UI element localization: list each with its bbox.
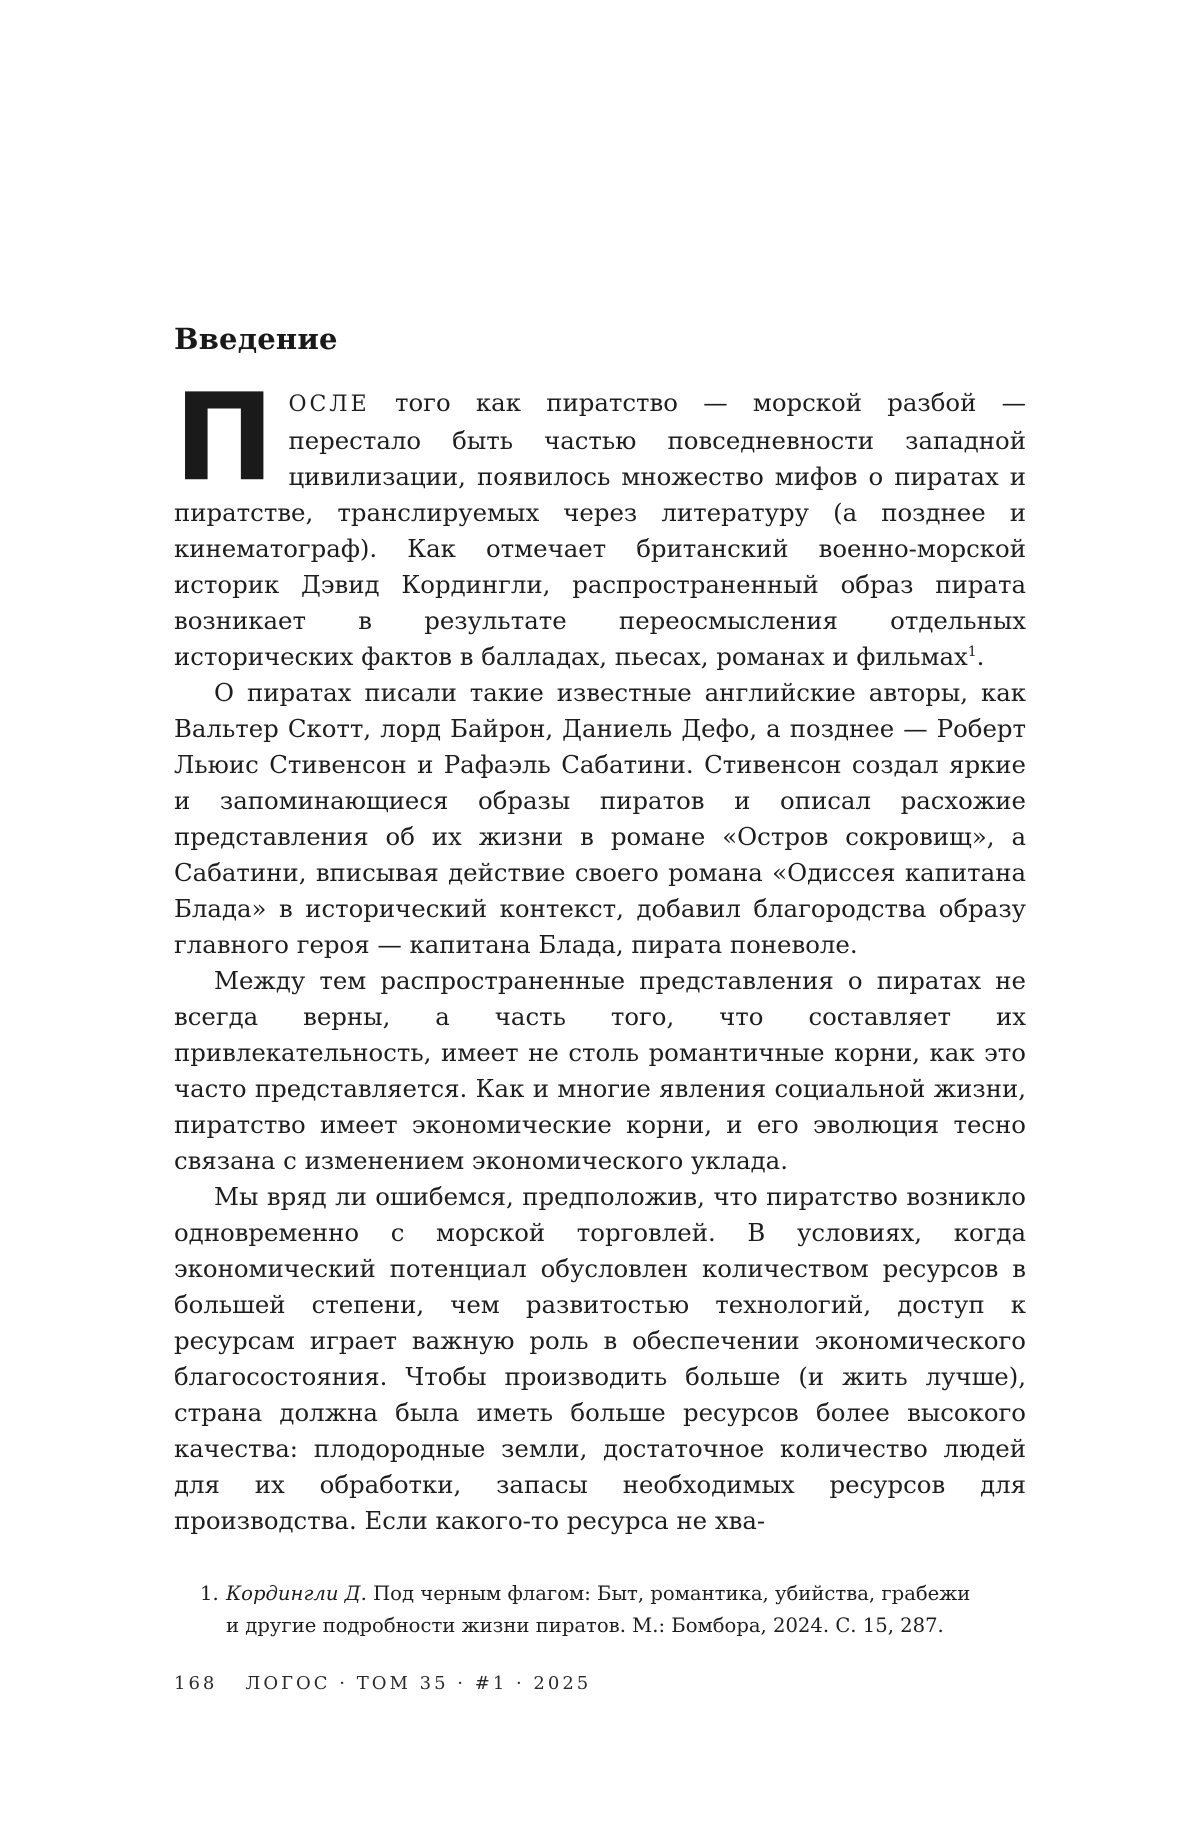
drop-cap: П bbox=[174, 369, 275, 508]
footnote-line-2: и другие подробности жизни пиратов. М.: Бомбора, 2024. С. 15, 287. bbox=[226, 1614, 944, 1637]
paragraph-3: Между тем распространенные представления о пиратах не всегда верны, а часть того, что составляет их привлекательность, имеет не столь романтичные корни, как это часто представляется. Как и многие явления социальной жизни, пиратство имеет экономические корни, и его эволюция тесно связана с изменением экономического уклада. bbox=[174, 966, 1026, 1175]
small-caps-lead: ОСЛЕ bbox=[288, 392, 370, 417]
paragraph-4: Мы вряд ли ошибемся, предположив, что пиратство возникло одновременно с морской торговлей. В условиях, когда экономический потенциал обусловлен количеством ресурсов в большей степени, чем развитостью технологий, доступ к ресурсам играет важную роль в обеспечении экономического благосостояния. Чтобы производить больше (и жить лучше), страна должна была иметь больше ресурсов более высокого качества: плодородные земли, достаточное количество людей для их обработки, запасы необходимых ресурсов для производства. Если какого-то ресурса не хва- bbox=[174, 1182, 1026, 1535]
footnote-number: 1. bbox=[200, 1582, 219, 1605]
journal-info: ЛОГОС · ТОМ 35 · #1 · 2025 bbox=[245, 1673, 592, 1694]
footnote-reference[interactable]: 1 bbox=[967, 643, 977, 660]
section-heading: Введение bbox=[174, 322, 338, 356]
paragraph-1 bbox=[174, 369, 1026, 675]
running-footer bbox=[174, 1670, 591, 1698]
footnote-author: Кордингли Д. bbox=[226, 1582, 367, 1605]
footnote-line-1 bbox=[200, 1578, 1026, 1610]
page-number: 168 bbox=[174, 1673, 218, 1694]
paragraph-1-text: того как пиратство — морской разбой — перестало быть частью повседневности западной цивилизации, появилось множество мифов о пиратах и пиратстве, транслируемых через литературу (а позднее и кинематограф). Как отмечает британский военно-морской историк Дэвид Кордингли, распространенный образ пирата возникает в результате переосмысления отдельных исторических фактов в балладах, пьесах, романах и фильмах bbox=[174, 388, 1026, 671]
paragraph-1-tail: . bbox=[976, 642, 985, 671]
footnotes bbox=[200, 1578, 1026, 1642]
paragraph-2: О пиратах писали такие известные английские авторы, как Вальтер Скотт, лорд Байрон, Даниель Дефо, а позднее — Роберт Льюис Стивенсон и Рафаэль Сабатини. Стивенсон создал яркие и запоминающиеся образы пиратов и описал расхожие представления об их жизни в романе «Остров сокровищ», а Сабатини, вписывая действие своего романа «Одиссея капитана Блада» в исторический контекст, добавил благородства образу главного героя — капитана Блада, пирата поневоле. bbox=[174, 678, 1026, 959]
footnote-title: Под черным флагом: Быт, романтика, убийства, грабежи bbox=[366, 1582, 971, 1605]
body-text bbox=[174, 369, 1026, 1539]
